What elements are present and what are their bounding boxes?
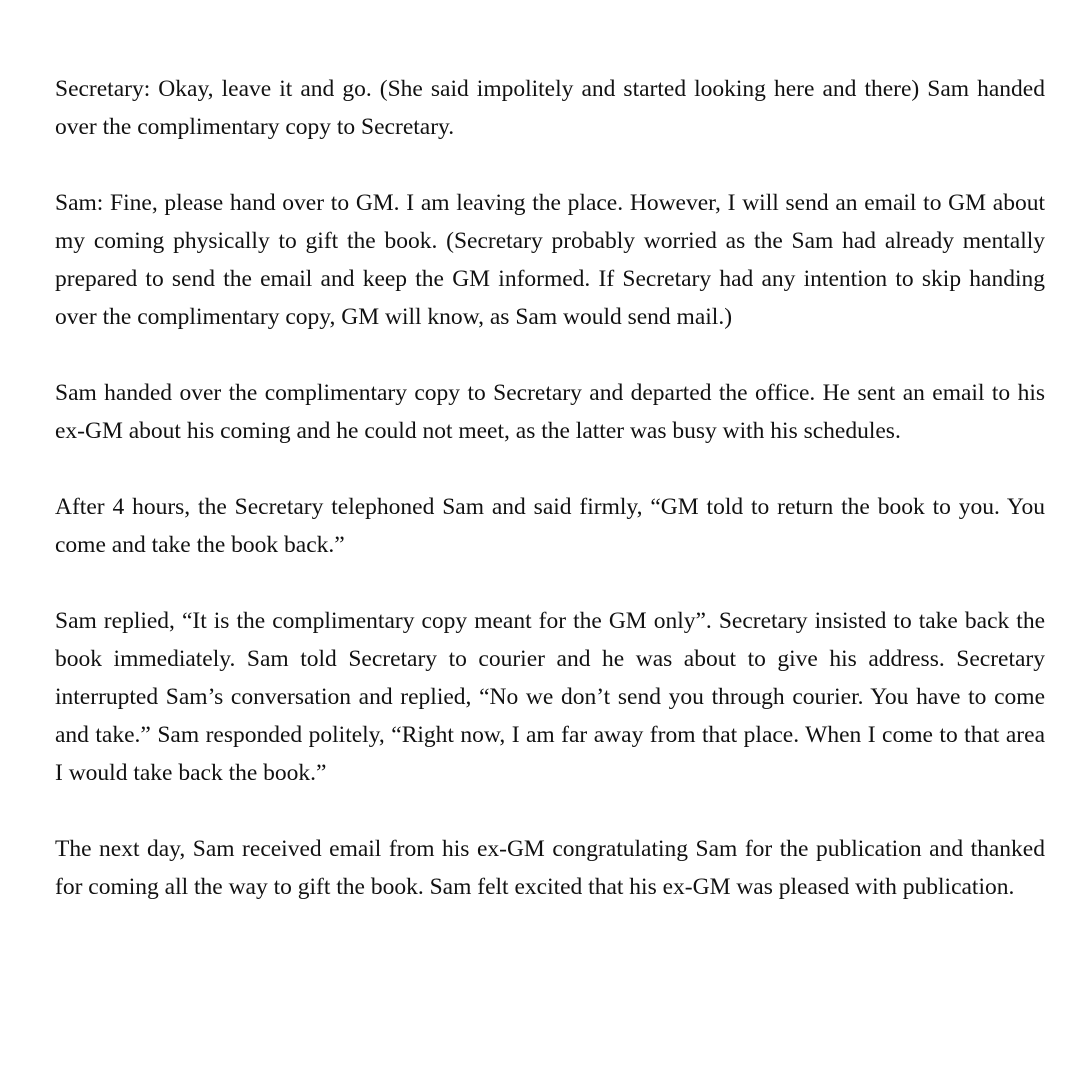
paragraph-after-4-hours: After 4 hours, the Secretary telephoned Sam and said firmly, “GM told to return the book to you. You come and take the book back.”	[55, 494, 1045, 558]
paragraph-sam-replied: Sam replied, “It is the complimentary copy meant for the GM only”. Secretary insisted to take back the book immediately. Sam told Secretary to courier and he was about to give his address. Secretary interrupted Sam’s conversation and replied, “No we don’t send you through courier. You have to come and take.” Sam responded politely, “Right now, I am far away from that place. When I come to that area I would take back the book.”	[55, 608, 1045, 786]
document-page	[55, 70, 1045, 944]
paragraph-secretary-okay: Secretary: Okay, leave it and go. (She said impolitely and started looking here and there) Sam handed over the complimentary copy to Secretary.	[55, 76, 1045, 140]
paragraph-sam-fine: Sam: Fine, please hand over to GM. I am leaving the place. However, I will send an email to GM about my coming physically to gift the book. (Secretary probably worried as the Sam had already mentally prepared to send the email and keep the GM informed. If Secretary had any intention to skip handing over the complimentary copy, GM will know, as Sam would send mail.)	[55, 190, 1045, 330]
paragraph-next-day: The next day, Sam received email from his ex-GM congratulating Sam for the publication and thanked for coming all the way to gift the book. Sam felt excited that his ex-GM was pleased with publication.	[55, 836, 1045, 900]
paragraph-sam-handed-over: Sam handed over the complimentary copy to Secretary and departed the office. He sent an email to his ex-GM about his coming and he could not meet, as the latter was busy with his schedules.	[55, 380, 1045, 444]
